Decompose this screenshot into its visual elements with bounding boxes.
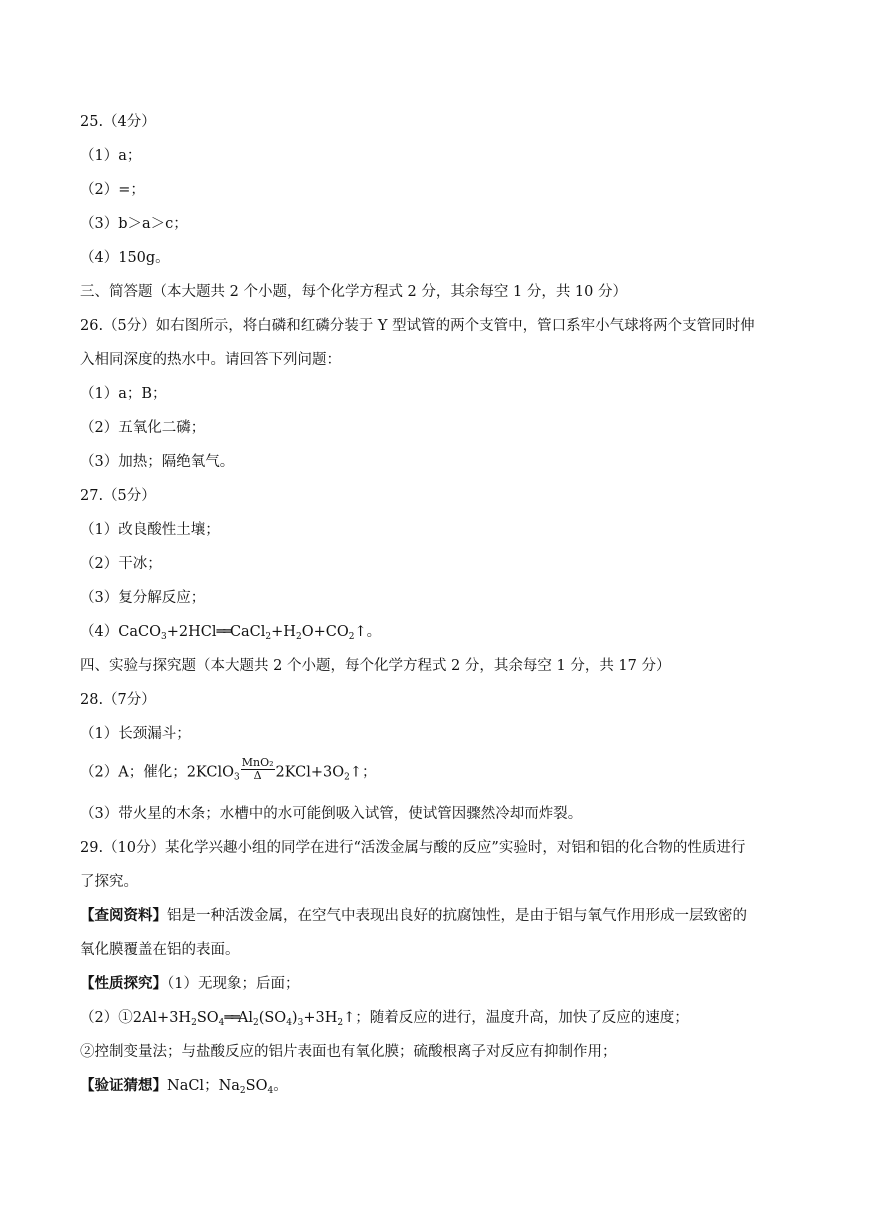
chem-subscript: 2 [265, 632, 272, 642]
q28-answer-2 [80, 756, 809, 785]
chem-text: +3H [303, 1010, 338, 1026]
q29-answer-2 [80, 1008, 809, 1028]
ref-text: 铝是一种活泼金属，在空气中表现出良好的抗腐蚀性，是由于铝与氧气作用形成一层致密的 [167, 908, 747, 924]
reaction-condition [241, 757, 275, 782]
q28-heading: 28.（7分） [80, 692, 156, 708]
q26-answer-2: （2）五氧化二磷； [80, 420, 206, 436]
q27-answer-4 [80, 622, 809, 642]
chem-subscript: 2 [348, 632, 355, 642]
explore-tag: 【性质探究】 [80, 975, 167, 992]
chem-text: 。 [273, 1078, 288, 1094]
chem-text: (SO [258, 1010, 287, 1026]
chem-text: +2HCl [166, 624, 217, 640]
q25-answer-2: （2）=； [80, 182, 145, 198]
chem-subscript: 2 [344, 772, 350, 783]
section-4-heading: 四、实验与探究题（本大题共 2 个小题，每个化学方程式 2 分，其余每空 1 分，共 17 分） [80, 658, 671, 674]
q28-a2-prefix: （2）A；催化；2KClO [80, 764, 234, 781]
chem-text: NaCl；Na [167, 1078, 240, 1094]
section-3-heading: 三、简答题（本大题共 2 个小题，每个化学方程式 2 分，其余每空 1 分，共 10 分） [80, 284, 627, 300]
q29-ref-line2: 氧化膜覆盖在铝的表面。 [80, 942, 240, 958]
chem-subscript: 3 [233, 772, 240, 783]
catalyst-label: MnO₂ [241, 756, 274, 769]
chem-text: ↑； [349, 764, 377, 781]
q29-answer-2b: ②控制变量法；与盐酸反应的铝片表面也有氧化膜；硫酸根离子对反应有抑制作用； [80, 1044, 617, 1060]
chem-subscript: 3 [160, 632, 167, 642]
chem-subscript: 3 [297, 1018, 304, 1028]
q29-ref-line1 [80, 906, 809, 926]
chem-text: +H [271, 624, 296, 640]
q25-heading: 25.（4分） [80, 114, 156, 130]
q25-answer-1: （1）a； [80, 148, 142, 164]
chem-text: （2）①2Al+3H [80, 1010, 192, 1026]
chem-text: ↑。 [354, 624, 382, 640]
q25-answer-3: （3）b＞a＞c； [80, 216, 188, 232]
chem-subscript: 4 [218, 1018, 225, 1028]
explore-text: （1）无现象；后面； [167, 976, 300, 992]
verify-tag: 【验证猜想】 [80, 1077, 167, 1094]
q27-a4-prefix: （4） [80, 624, 119, 640]
chem-text: CaCO [118, 624, 161, 640]
q26-answer-3: （3）加热；隔绝氧气。 [80, 454, 235, 470]
chem-text: ↑；随着反应的进行，温度升高，加快了反应的速度； [343, 1010, 689, 1026]
q29-stem-line2: 了探究。 [80, 874, 138, 890]
q29-stem-line1: 29.（10分）某化学兴趣小组的同学在进行“活泼金属与酸的反应”实验时，对铝和铝的化合物的性质进行 [80, 840, 746, 856]
chem-subscript: 4 [267, 1086, 274, 1096]
q29-explore-line [80, 974, 809, 994]
q28-answer-3: （3）带火星的木条；水槽中的水可能倒吸入试管，使试管因骤然冷却而炸裂。 [80, 806, 583, 822]
chem-subscript: 2 [252, 1018, 259, 1028]
equals-sign: ══ [216, 624, 230, 640]
ref-tag: 【查阅资料】 [80, 907, 167, 924]
chem-subscript: 4 [286, 1018, 292, 1028]
q27-answer-2: （2）干冰； [80, 556, 162, 572]
chem-text: Al [237, 1010, 253, 1026]
equals-sign: ══ [224, 1010, 238, 1026]
chem-subscript: 2 [337, 1018, 344, 1028]
heat-symbol: Δ [253, 769, 262, 782]
chem-subscript: 2 [295, 632, 302, 642]
q27-heading: 27.（5分） [80, 488, 156, 504]
chem-text: SO [196, 1010, 219, 1026]
q27-answer-1: （1）改良酸性土壤； [80, 522, 220, 538]
chem-text: CaCl [229, 624, 266, 640]
q26-stem-line1: 26.（5分）如右图所示，将白磷和红磷分装于 Y 型试管的两个支管中，管口系牢小气球将两个支管同时伸 [80, 318, 755, 334]
chem-subscript: 2 [191, 1018, 197, 1028]
q29-verify-line [80, 1076, 809, 1096]
q25-answer-4: （4）150g。 [80, 250, 170, 266]
chem-text: 2KCl+3O [275, 764, 345, 781]
q28-answer-1: （1）长颈漏斗； [80, 726, 191, 742]
chem-text: ) [291, 1010, 298, 1026]
q27-answer-3: （3）复分解反应； [80, 590, 206, 606]
chem-text: O+CO [301, 624, 349, 640]
q26-stem-line2: 入相同深度的热水中。请回答下列问题： [80, 352, 341, 368]
chem-subscript: 2 [239, 1086, 246, 1096]
q26-answer-1: （1）a；B； [80, 386, 167, 402]
chem-text: SO [245, 1078, 268, 1094]
